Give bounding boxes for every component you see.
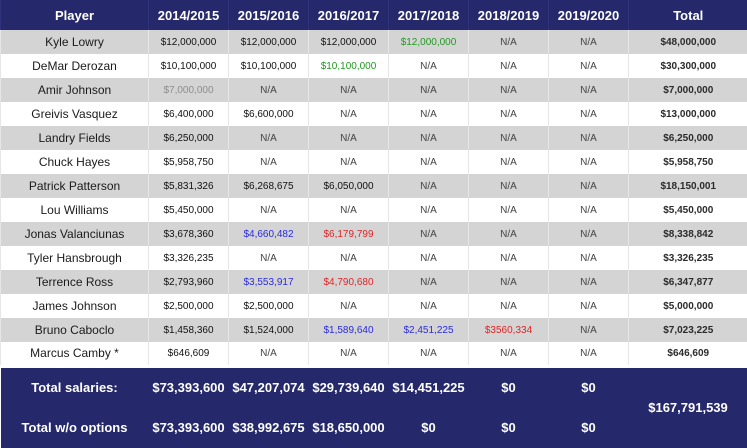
player-total: $7,023,225 <box>629 318 747 342</box>
salary-cell: $10,100,000 <box>309 54 389 78</box>
salary-cell: N/A <box>389 222 469 246</box>
summary-cell: $0 <box>549 408 629 448</box>
player-total: $5,450,000 <box>629 198 747 222</box>
player-name: Tyler Hansbrough <box>1 246 149 270</box>
summary-row-total-salaries <box>1 366 747 408</box>
salary-cell: N/A <box>309 78 389 102</box>
salary-cell: $3560,334 <box>469 318 549 342</box>
salary-cell: N/A <box>549 318 629 342</box>
salary-cell: $5,831,326 <box>149 174 229 198</box>
salary-cell: N/A <box>309 126 389 150</box>
salary-cell: $646,609 <box>149 342 229 366</box>
summary-cell: $0 <box>469 408 549 448</box>
player-total: $5,000,000 <box>629 294 747 318</box>
salary-cell: N/A <box>549 78 629 102</box>
table-row <box>1 174 747 198</box>
summary-cell: $0 <box>469 366 549 408</box>
salary-cell: $12,000,000 <box>229 30 309 54</box>
player-total: $30,300,000 <box>629 54 747 78</box>
salary-cell: $6,050,000 <box>309 174 389 198</box>
player-total: $6,347,877 <box>629 270 747 294</box>
salary-cell: $6,268,675 <box>229 174 309 198</box>
grand-total: $167,791,539 <box>629 366 747 448</box>
salary-cell: N/A <box>309 150 389 174</box>
column-header[interactable]: 2017/2018 <box>389 0 469 30</box>
summary-cell: $73,393,600 <box>149 408 229 448</box>
salary-cell: $1,524,000 <box>229 318 309 342</box>
column-header[interactable]: 2019/2020 <box>549 0 629 30</box>
salary-cell: N/A <box>469 270 549 294</box>
header-row <box>1 0 747 30</box>
player-name: Chuck Hayes <box>1 150 149 174</box>
salary-cell: N/A <box>549 246 629 270</box>
salary-cell: $12,000,000 <box>149 30 229 54</box>
salary-cell: N/A <box>549 102 629 126</box>
table-row <box>1 294 747 318</box>
player-name: Marcus Camby * <box>1 342 149 366</box>
salary-cell: N/A <box>229 198 309 222</box>
salary-cell: N/A <box>469 54 549 78</box>
salary-cell: N/A <box>549 294 629 318</box>
salary-cell: $6,179,799 <box>309 222 389 246</box>
salary-cell: $1,589,640 <box>309 318 389 342</box>
player-total: $6,250,000 <box>629 126 747 150</box>
summary-cell: $73,393,600 <box>149 366 229 408</box>
salary-cell: N/A <box>389 174 469 198</box>
salary-cell: $10,100,000 <box>229 54 309 78</box>
salary-cell: $7,000,000 <box>149 78 229 102</box>
salary-cell: N/A <box>309 342 389 366</box>
salary-cell: $6,400,000 <box>149 102 229 126</box>
salary-cell: N/A <box>469 294 549 318</box>
column-header[interactable]: 2014/2015 <box>149 0 229 30</box>
salary-cell: $6,250,000 <box>149 126 229 150</box>
salary-cell: $6,600,000 <box>229 102 309 126</box>
table-row <box>1 126 747 150</box>
player-name: Kyle Lowry <box>1 30 149 54</box>
salary-cell: $1,458,360 <box>149 318 229 342</box>
salary-cell: $2,500,000 <box>229 294 309 318</box>
salary-cell: N/A <box>469 222 549 246</box>
salary-cell: N/A <box>309 198 389 222</box>
salary-cell: $2,451,225 <box>389 318 469 342</box>
column-header[interactable]: 2016/2017 <box>309 0 389 30</box>
player-name: Landry Fields <box>1 126 149 150</box>
player-total: $8,338,842 <box>629 222 747 246</box>
salary-cell: N/A <box>469 126 549 150</box>
salary-cell: N/A <box>549 270 629 294</box>
player-total: $18,150,001 <box>629 174 747 198</box>
salary-cell: $10,100,000 <box>149 54 229 78</box>
column-header[interactable]: Player <box>1 0 149 30</box>
summary-cell: $14,451,225 <box>389 366 469 408</box>
summary-cell: $0 <box>389 408 469 448</box>
salary-cell: N/A <box>389 102 469 126</box>
salary-cell: N/A <box>469 174 549 198</box>
player-name: Patrick Patterson <box>1 174 149 198</box>
player-rows <box>1 30 747 366</box>
player-total: $646,609 <box>629 342 747 366</box>
table-row <box>1 102 747 126</box>
salary-cell: N/A <box>389 342 469 366</box>
summary-section <box>1 366 747 448</box>
table-row <box>1 222 747 246</box>
salary-cell: $2,793,960 <box>149 270 229 294</box>
player-name: Lou Williams <box>1 198 149 222</box>
table-row <box>1 78 747 102</box>
salary-cell: $12,000,000 <box>389 30 469 54</box>
summary-cell: $0 <box>549 366 629 408</box>
table-row <box>1 54 747 78</box>
salary-cell: N/A <box>469 150 549 174</box>
column-header[interactable]: 2018/2019 <box>469 0 549 30</box>
salary-cell: N/A <box>389 198 469 222</box>
player-total: $3,326,235 <box>629 246 747 270</box>
salary-cell: N/A <box>469 102 549 126</box>
summary-cell: $18,650,000 <box>309 408 389 448</box>
salary-cell: N/A <box>549 30 629 54</box>
summary-label: Total salaries: <box>1 366 149 408</box>
salary-cell: N/A <box>389 270 469 294</box>
player-name: DeMar Derozan <box>1 54 149 78</box>
salary-cell: N/A <box>229 246 309 270</box>
column-header[interactable]: 2015/2016 <box>229 0 309 30</box>
salary-cell: $2,500,000 <box>149 294 229 318</box>
summary-cell: $47,207,074 <box>229 366 309 408</box>
salary-cell: N/A <box>389 54 469 78</box>
summary-label: Total w/o options <box>1 408 149 448</box>
salary-cell: N/A <box>229 78 309 102</box>
table-row <box>1 246 747 270</box>
salary-cell: $5,958,750 <box>149 150 229 174</box>
player-name: Bruno Caboclo <box>1 318 149 342</box>
salary-cell: N/A <box>229 342 309 366</box>
salary-cell: N/A <box>469 342 549 366</box>
salary-cell: N/A <box>549 54 629 78</box>
table-row <box>1 30 747 54</box>
player-name: Terrence Ross <box>1 270 149 294</box>
column-header[interactable]: Total <box>629 0 747 30</box>
player-total: $13,000,000 <box>629 102 747 126</box>
table-row <box>1 270 747 294</box>
salary-cell: N/A <box>469 246 549 270</box>
table-row <box>1 198 747 222</box>
salary-cell: $4,790,680 <box>309 270 389 294</box>
player-name: Amir Johnson <box>1 78 149 102</box>
player-total: $48,000,000 <box>629 30 747 54</box>
salary-cell: N/A <box>389 246 469 270</box>
salary-cell: N/A <box>549 150 629 174</box>
player-total: $5,958,750 <box>629 150 747 174</box>
salary-cell: N/A <box>389 150 469 174</box>
salary-cell: N/A <box>549 174 629 198</box>
table-row <box>1 150 747 174</box>
player-name: James Johnson <box>1 294 149 318</box>
salary-cell: N/A <box>229 150 309 174</box>
salary-cell: $4,660,482 <box>229 222 309 246</box>
player-name: Greivis Vasquez <box>1 102 149 126</box>
player-name: Jonas Valanciunas <box>1 222 149 246</box>
salary-cell: N/A <box>549 222 629 246</box>
salary-cell: N/A <box>549 126 629 150</box>
salary-cell: $3,553,917 <box>229 270 309 294</box>
summary-cell: $29,739,640 <box>309 366 389 408</box>
table-row <box>1 342 747 366</box>
salary-cell: N/A <box>469 78 549 102</box>
summary-cell: $38,992,675 <box>229 408 309 448</box>
table-row <box>1 318 747 342</box>
salary-cell: N/A <box>309 246 389 270</box>
salary-cell: N/A <box>549 342 629 366</box>
salary-cell: N/A <box>549 198 629 222</box>
salary-cell: N/A <box>309 102 389 126</box>
salary-cell: N/A <box>389 294 469 318</box>
salary-cell: N/A <box>389 126 469 150</box>
player-total: $7,000,000 <box>629 78 747 102</box>
salary-cell: N/A <box>469 30 549 54</box>
salary-cell: N/A <box>389 78 469 102</box>
salary-cell: N/A <box>229 126 309 150</box>
salary-cell: $3,326,235 <box>149 246 229 270</box>
salary-cell: $5,450,000 <box>149 198 229 222</box>
salary-cell: N/A <box>309 294 389 318</box>
salary-cell: N/A <box>469 198 549 222</box>
salary-cell: $12,000,000 <box>309 30 389 54</box>
salary-cell: $3,678,360 <box>149 222 229 246</box>
